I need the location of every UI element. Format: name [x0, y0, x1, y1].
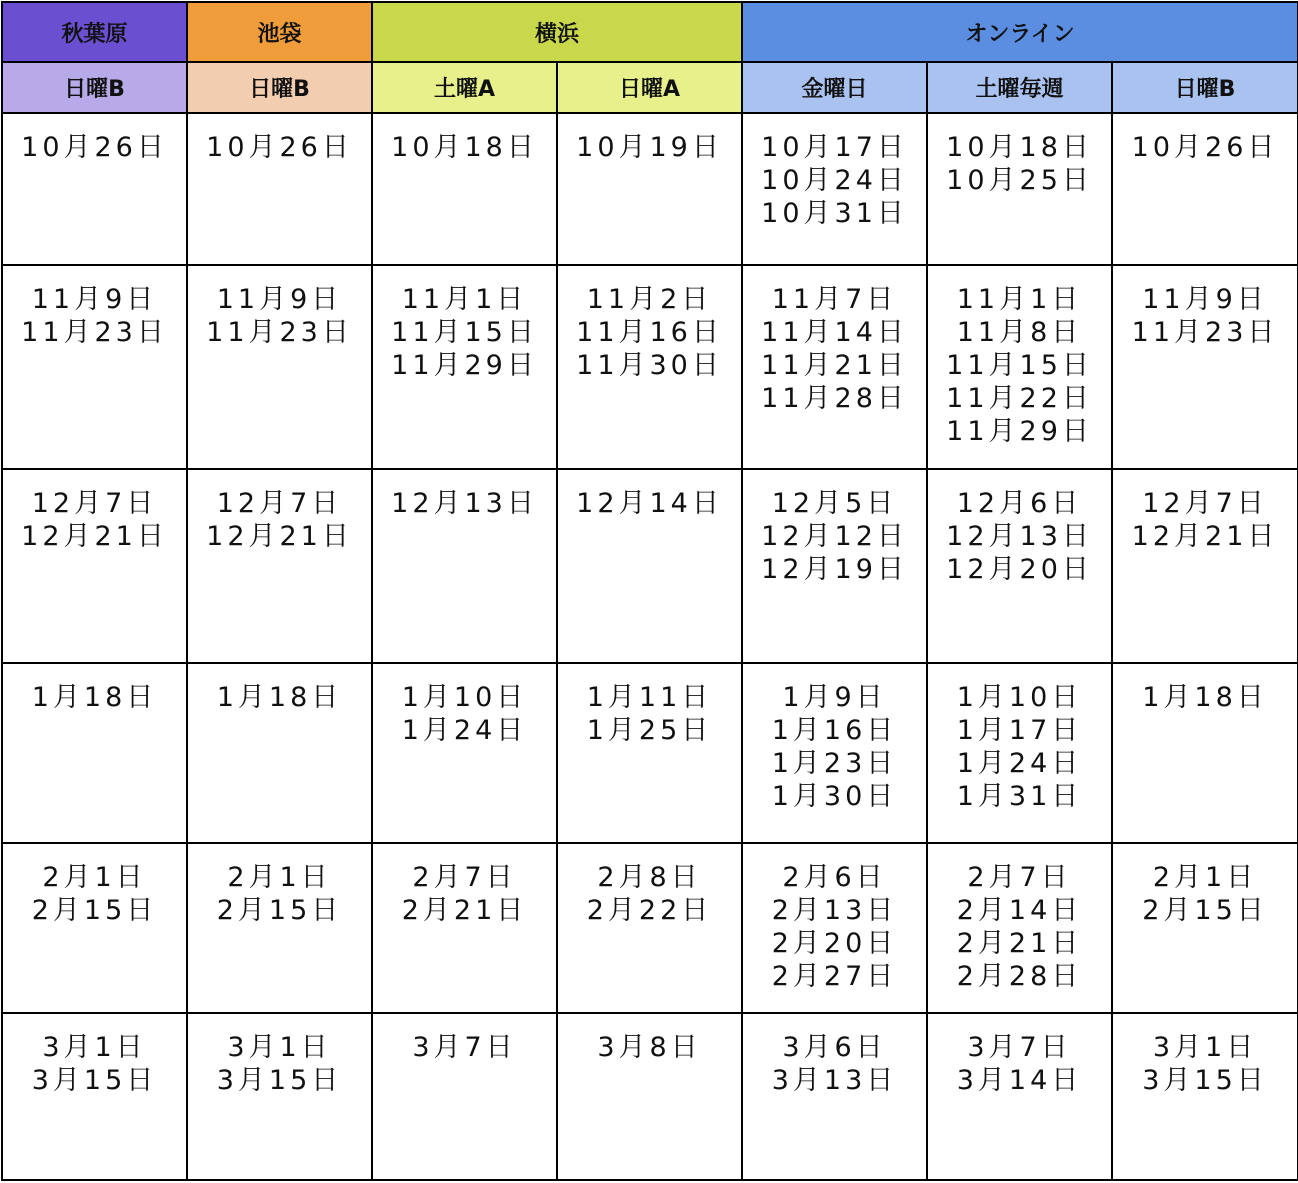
date-cell: [927, 265, 1112, 469]
session-date: 2月6日: [782, 862, 887, 893]
session-date: 11月21日: [761, 350, 908, 381]
session-date: 1月18日: [216, 682, 343, 713]
session-date: 12月7日: [216, 488, 343, 519]
date-cell: [557, 113, 742, 265]
session-date: 3月15日: [1142, 1065, 1268, 1096]
month-row: [2, 663, 1298, 843]
session-date: 1月25日: [586, 715, 713, 746]
date-cell: [2, 843, 187, 1013]
date-cell: [187, 843, 372, 1013]
session-date: 1月10日: [956, 682, 1083, 713]
session-date: 1月31日: [956, 781, 1083, 812]
session-date: 1月16日: [771, 715, 898, 746]
session-date: 11月9日: [31, 284, 158, 315]
date-cell: [742, 1013, 927, 1180]
session-date: 2月21日: [956, 928, 1083, 959]
session-date: 12月13日: [391, 488, 538, 519]
location-header-akihabara: 秋葉原: [2, 2, 187, 62]
date-cell: [1112, 663, 1298, 843]
session-date: 1月10日: [401, 682, 528, 713]
session-date: 12月7日: [31, 488, 158, 519]
session-date: 11月15日: [391, 317, 538, 348]
session-date: 11月30日: [576, 350, 723, 381]
session-date: 2月7日: [412, 862, 517, 893]
session-date: 3月15日: [31, 1065, 158, 1096]
session-date: 11月16日: [576, 317, 723, 348]
session-date: 3月13日: [771, 1065, 898, 1096]
location-header-row: [2, 2, 1298, 62]
session-date: 3月15日: [216, 1065, 343, 1096]
session-date: 3月6日: [782, 1032, 887, 1063]
session-date: 1月30日: [771, 781, 898, 812]
session-date: 11月2日: [586, 284, 713, 315]
date-cell: [1112, 1013, 1298, 1180]
session-date: 2月21日: [401, 895, 528, 926]
session-date: 2月20日: [771, 928, 898, 959]
course-header: 日曜B: [1112, 62, 1298, 113]
session-date: 1月18日: [31, 682, 158, 713]
session-date: 1月9日: [782, 682, 887, 713]
session-date: 3月1日: [1152, 1032, 1258, 1063]
session-date: 10月26日: [1131, 132, 1279, 163]
session-date: 2月27日: [771, 961, 898, 992]
course-header: 日曜A: [557, 62, 742, 113]
date-cell: [927, 469, 1112, 663]
session-date: 11月1日: [401, 284, 528, 315]
session-date: 3月8日: [597, 1032, 702, 1063]
date-cell: [1112, 469, 1298, 663]
session-date: 12月19日: [761, 554, 908, 585]
session-date: 10月18日: [391, 132, 538, 163]
date-cell: [927, 113, 1112, 265]
session-date: 12月12日: [761, 521, 908, 552]
date-cell: [927, 663, 1112, 843]
month-row: [2, 113, 1298, 265]
session-date: 1月18日: [1142, 682, 1268, 713]
date-cell: [557, 265, 742, 469]
date-cell: [187, 663, 372, 843]
session-date: 3月7日: [967, 1032, 1072, 1063]
course-header-row: [2, 62, 1298, 113]
date-cell: [372, 843, 557, 1013]
date-cell: [1112, 113, 1298, 265]
session-date: 11月29日: [391, 350, 538, 381]
date-cell: [927, 843, 1112, 1013]
date-cell: [2, 265, 187, 469]
date-cell: [742, 663, 927, 843]
schedule-table: [1, 1, 1298, 1181]
date-cell: [2, 113, 187, 265]
date-cell: [557, 663, 742, 843]
session-date: 2月28日: [956, 961, 1083, 992]
session-date: 11月1日: [956, 284, 1083, 315]
session-date: 1月23日: [771, 748, 898, 779]
location-header-yokohama: 横浜: [372, 2, 742, 62]
session-date: 3月7日: [412, 1032, 517, 1063]
session-date: 12月21日: [1131, 521, 1279, 552]
date-cell: [2, 469, 187, 663]
date-cell: [557, 843, 742, 1013]
session-date: 10月26日: [206, 132, 353, 163]
session-date: 10月26日: [21, 132, 168, 163]
session-date: 12月20日: [946, 554, 1093, 585]
date-cell: [372, 1013, 557, 1180]
session-date: 10月18日: [946, 132, 1093, 163]
session-date: 12月21日: [206, 521, 353, 552]
session-date: 12月5日: [771, 488, 898, 519]
schedule-body: [2, 113, 1298, 1180]
session-date: 10月25日: [946, 165, 1093, 196]
date-cell: [742, 469, 927, 663]
date-cell: [372, 469, 557, 663]
date-cell: [557, 469, 742, 663]
session-date: 11月9日: [1142, 284, 1268, 315]
course-header: 日曜B: [2, 62, 187, 113]
session-date: 10月24日: [761, 165, 908, 196]
date-cell: [187, 265, 372, 469]
session-date: 2月13日: [771, 895, 898, 926]
session-date: 10月17日: [761, 132, 908, 163]
session-date: 11月9日: [216, 284, 343, 315]
session-date: 11月15日: [946, 350, 1093, 381]
session-date: 11月23日: [21, 317, 168, 348]
course-header: 土曜毎週: [927, 62, 1112, 113]
date-cell: [927, 1013, 1112, 1180]
date-cell: [1112, 265, 1298, 469]
date-cell: [557, 1013, 742, 1180]
session-date: 2月1日: [1152, 862, 1258, 893]
session-date: 1月17日: [956, 715, 1083, 746]
session-date: 11月14日: [761, 317, 908, 348]
course-header: 金曜日: [742, 62, 927, 113]
session-date: 1月24日: [401, 715, 528, 746]
session-date: 2月14日: [956, 895, 1083, 926]
date-cell: [742, 265, 927, 469]
month-row: [2, 265, 1298, 469]
date-cell: [372, 663, 557, 843]
session-date: 2月1日: [227, 862, 332, 893]
month-row: [2, 469, 1298, 663]
date-cell: [187, 1013, 372, 1180]
session-date: 2月8日: [597, 862, 702, 893]
session-date: 10月19日: [576, 132, 723, 163]
session-date: 11月29日: [946, 416, 1093, 447]
month-row: [2, 1013, 1298, 1180]
session-date: 12月13日: [946, 521, 1093, 552]
date-cell: [742, 843, 927, 1013]
session-date: 1月24日: [956, 748, 1083, 779]
course-header: 土曜A: [372, 62, 557, 113]
session-date: 11月23日: [1131, 317, 1279, 348]
session-date: 12月14日: [576, 488, 723, 519]
date-cell: [187, 469, 372, 663]
session-date: 1月11日: [586, 682, 713, 713]
session-date: 2月15日: [31, 895, 158, 926]
session-date: 12月6日: [956, 488, 1083, 519]
session-date: 2月22日: [586, 895, 713, 926]
session-date: 2月15日: [1142, 895, 1268, 926]
session-date: 2月1日: [42, 862, 147, 893]
session-date: 11月7日: [771, 284, 898, 315]
session-date: 3月1日: [227, 1032, 332, 1063]
location-header-online: オンライン: [742, 2, 1298, 62]
date-cell: [372, 113, 557, 265]
date-cell: [372, 265, 557, 469]
date-cell: [187, 113, 372, 265]
date-cell: [2, 1013, 187, 1180]
date-cell: [2, 663, 187, 843]
session-date: 2月7日: [967, 862, 1072, 893]
month-row: [2, 843, 1298, 1013]
date-cell: [1112, 843, 1298, 1013]
course-header: 日曜B: [187, 62, 372, 113]
location-header-ikebukuro: 池袋: [187, 2, 372, 62]
session-date: 3月1日: [42, 1032, 147, 1063]
session-date: 11月22日: [946, 383, 1093, 414]
session-date: 2月15日: [216, 895, 343, 926]
session-date: 12月7日: [1142, 488, 1268, 519]
date-cell: [742, 113, 927, 265]
session-date: 3月14日: [956, 1065, 1083, 1096]
session-date: 11月28日: [761, 383, 908, 414]
session-date: 11月8日: [956, 317, 1083, 348]
session-date: 12月21日: [21, 521, 168, 552]
session-date: 10月31日: [761, 198, 908, 229]
session-date: 11月23日: [206, 317, 353, 348]
